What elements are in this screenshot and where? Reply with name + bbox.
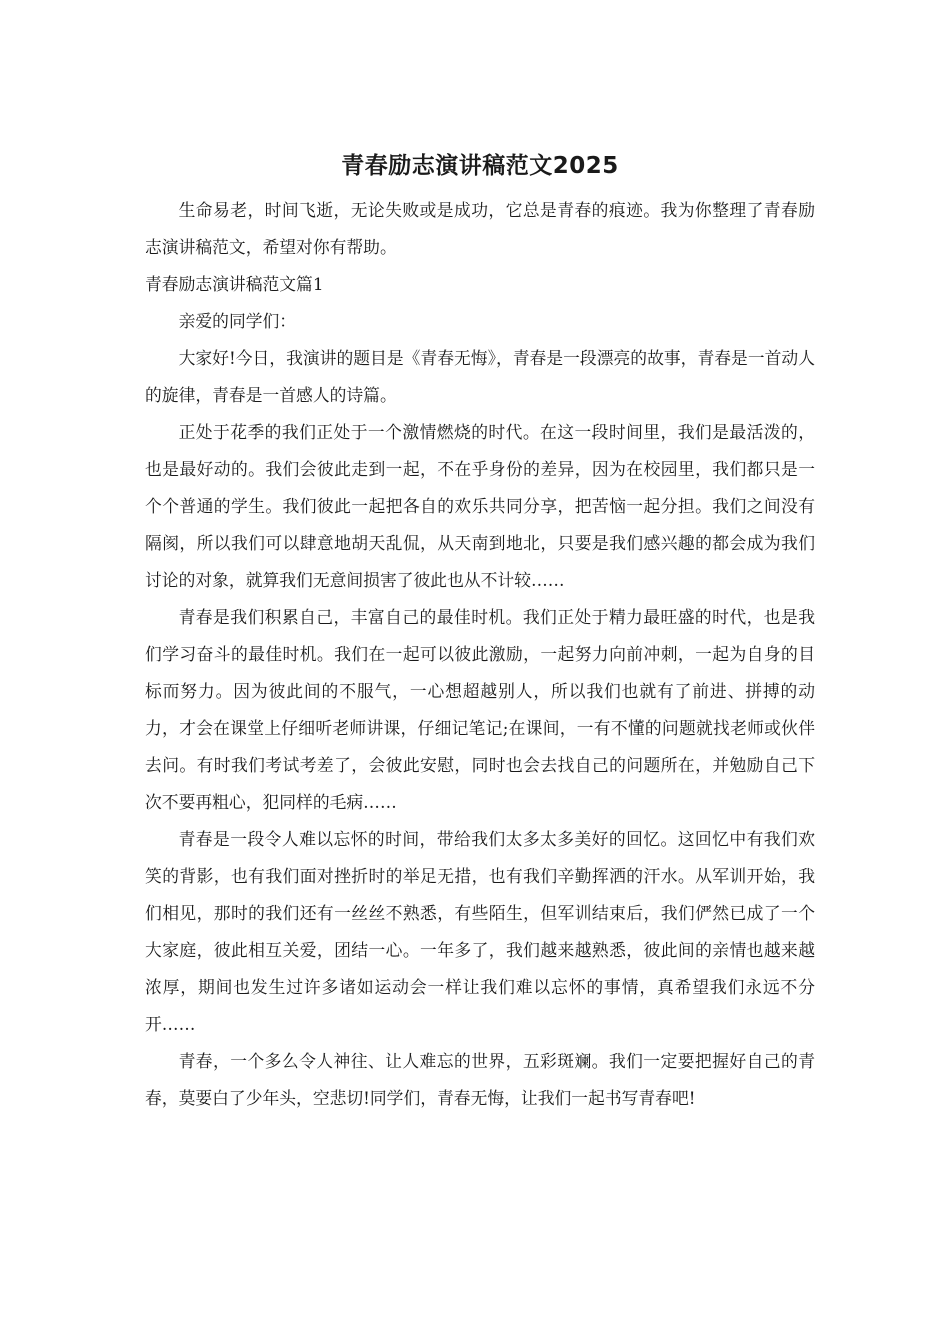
document-page [145, 148, 815, 1117]
body-paragraph: 大家好!今日，我演讲的题目是《青春无悔》，青春是一段漂亮的故事，青春是一首动人的旋律，青春是一首感人的诗篇。 [145, 348, 815, 405]
document-title: 青春励志演讲稿范文2025 [341, 153, 619, 179]
body-paragraph: 正处于花季的我们正处于一个激情燃烧的时代。在这一段时间里，我们是最活泼的，也是最好动的。我们会彼此走到一起，不在乎身份的差异，因为在校园里，我们都只是一个个普通的学生。我们彼此一起把各自的欢乐共同分享，把苦恼一起分担。我们之间没有隔阂，所以我们可以肆意地胡天乱侃，从天南到地北，只要是我们感兴趣的都会成为我们讨论的对象，就算我们无意间损害了彼此也从不计较…… [145, 422, 815, 590]
intro-paragraph: 生命易老，时间飞逝，无论失败或是成功，它总是青春的痕迹。我为你整理了青春励志演讲稿范文，希望对你有帮助。 [145, 200, 815, 257]
body-paragraph: 青春是我们积累自己，丰富自己的最佳时机。我们正处于精力最旺盛的时代，也是我们学习奋斗的最佳时机。我们在一起可以彼此激励，一起努力向前冲刺，一起为自身的目标而努力。因为彼此间的不服气，一心想超越别人，所以我们也就有了前进、拼搏的动力，才会在课堂上仔细听老师讲课，仔细记笔记;在课间，一有不懂的问题就找老师或伙伴去问。有时我们考试考差了，会彼此安慰，同时也会去找自己的问题所在，并勉励自己下次不要再粗心，犯同样的毛病…… [145, 607, 815, 812]
section-heading: 青春励志演讲稿范文篇1 [145, 274, 324, 294]
body-paragraph: 青春是一段令人难以忘怀的时间，带给我们太多太多美好的回忆。这回忆中有我们欢笑的背影，也有我们面对挫折时的举足无措，也有我们辛勤挥洒的汗水。从军训开始，我们相见，那时的我们还有一丝丝不熟悉，有些陌生，但军训结束后，我们俨然已成了一个大家庭，彼此相互关爱，团结一心。一年多了，我们越来越熟悉，彼此间的亲情也越来越浓厚，期间也发生过许多诸如运动会一样让我们难以忘怀的事情，真希望我们永远不分开…… [145, 829, 815, 1034]
body-paragraph: 青春，一个多么令人神往、让人难忘的世界，五彩斑斓。我们一定要把握好自己的青春，莫要白了少年头，空悲切!同学们，青春无悔，让我们一起书写青春吧! [145, 1051, 815, 1108]
salutation: 亲爱的同学们： [178, 311, 297, 331]
